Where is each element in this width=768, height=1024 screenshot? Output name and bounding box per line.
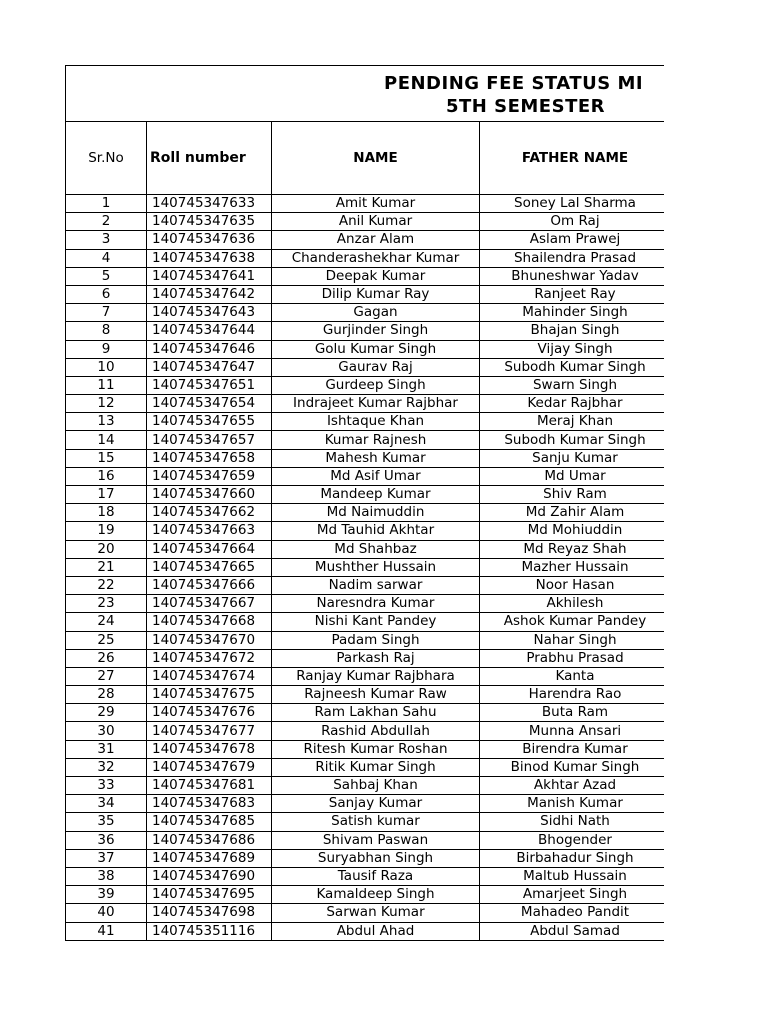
cell-roll: 140745347677 — [147, 722, 272, 740]
cell-name: Sarwan Kumar — [272, 904, 480, 922]
cell-sr: 6 — [66, 285, 147, 303]
cell-roll: 140745347663 — [147, 522, 272, 540]
cell-father: Mazher Hussain — [480, 558, 671, 576]
cell-father: Om Raj — [480, 213, 671, 231]
cell-sr: 22 — [66, 576, 147, 594]
cell-father: Ranjeet Ray — [480, 285, 671, 303]
cell-sr: 20 — [66, 540, 147, 558]
cell-sr: 21 — [66, 558, 147, 576]
cell-father: Birbahadur Singh — [480, 849, 671, 867]
cell-name: Ranjay Kumar Rajbhara — [272, 667, 480, 685]
cell-sr: 32 — [66, 758, 147, 776]
cell-name: Gaurav Raj — [272, 358, 480, 376]
cell-sr: 1 — [66, 195, 147, 213]
cell-sr: 38 — [66, 867, 147, 885]
page-title: PENDING FEE STATUS MI — [384, 73, 644, 94]
cell-father: Prabhu Prasad — [480, 649, 671, 667]
cell-father: Manish Kumar — [480, 795, 671, 813]
fee-status-sheet — [65, 65, 768, 941]
cell-roll: 140745347657 — [147, 431, 272, 449]
cell-sr: 2 — [66, 213, 147, 231]
table-row — [66, 813, 671, 831]
cell-sr: 40 — [66, 904, 147, 922]
cell-name: Nishi Kant Pandey — [272, 613, 480, 631]
cell-roll: 140745347683 — [147, 795, 272, 813]
cell-roll: 140745347668 — [147, 613, 272, 631]
cell-father: Buta Ram — [480, 704, 671, 722]
cell-sr: 18 — [66, 504, 147, 522]
table-row — [66, 740, 671, 758]
cell-name: Rajneesh Kumar Raw — [272, 686, 480, 704]
cell-sr: 8 — [66, 322, 147, 340]
table-row — [66, 540, 671, 558]
cell-name: Gurdeep Singh — [272, 376, 480, 394]
table-row — [66, 376, 671, 394]
cell-sr: 4 — [66, 249, 147, 267]
table-row — [66, 486, 671, 504]
cell-sr: 16 — [66, 467, 147, 485]
cell-name: Abdul Ahad — [272, 922, 480, 940]
cell-father: Maltub Hussain — [480, 867, 671, 885]
cell-roll: 140745347635 — [147, 213, 272, 231]
cell-sr: 31 — [66, 740, 147, 758]
cell-sr: 24 — [66, 613, 147, 631]
cell-roll: 140745347638 — [147, 249, 272, 267]
title-block — [66, 66, 768, 122]
cell-father: Binod Kumar Singh — [480, 758, 671, 776]
cell-sr: 3 — [66, 231, 147, 249]
table-row — [66, 886, 671, 904]
cell-father: Sidhi Nath — [480, 813, 671, 831]
cell-father: Amarjeet Singh — [480, 886, 671, 904]
cell-name: Golu Kumar Singh — [272, 340, 480, 358]
table-row — [66, 777, 671, 795]
cell-roll: 140745347664 — [147, 540, 272, 558]
cell-name: Md Tauhid Akhtar — [272, 522, 480, 540]
cell-roll: 140745347651 — [147, 376, 272, 394]
table-row — [66, 249, 671, 267]
cell-roll: 140745347659 — [147, 467, 272, 485]
cell-roll: 140745347674 — [147, 667, 272, 685]
cell-name: Satish kumar — [272, 813, 480, 831]
cell-father: Aslam Prawej — [480, 231, 671, 249]
cell-roll: 140745347685 — [147, 813, 272, 831]
cell-roll: 140745347689 — [147, 849, 272, 867]
cell-roll: 140745347641 — [147, 267, 272, 285]
cell-sr: 13 — [66, 413, 147, 431]
cell-father: Harendra Rao — [480, 686, 671, 704]
table-row — [66, 795, 671, 813]
cell-name: Md Naimuddin — [272, 504, 480, 522]
cell-sr: 9 — [66, 340, 147, 358]
cell-roll: 140745347655 — [147, 413, 272, 431]
cell-sr: 14 — [66, 431, 147, 449]
cell-father: Shiv Ram — [480, 486, 671, 504]
cell-roll: 140745347667 — [147, 595, 272, 613]
cell-sr: 27 — [66, 667, 147, 685]
cell-sr: 12 — [66, 395, 147, 413]
table-row — [66, 213, 671, 231]
cell-name: Anil Kumar — [272, 213, 480, 231]
cell-sr: 30 — [66, 722, 147, 740]
viewport-edge — [664, 0, 768, 1024]
cell-sr: 34 — [66, 795, 147, 813]
cell-father: Nahar Singh — [480, 631, 671, 649]
table-row — [66, 904, 671, 922]
col-header-father: FATHER NAME — [480, 122, 671, 195]
semester-subtitle: 5TH SEMESTER — [446, 96, 605, 117]
col-header-sr: Sr.No — [66, 122, 147, 195]
cell-name: Md Shahbaz — [272, 540, 480, 558]
cell-father: Kedar Rajbhar — [480, 395, 671, 413]
cell-father: Munna Ansari — [480, 722, 671, 740]
table-row — [66, 231, 671, 249]
cell-father: Md Reyaz Shah — [480, 540, 671, 558]
cell-father: Soney Lal Sharma — [480, 195, 671, 213]
cell-roll: 140745347666 — [147, 576, 272, 594]
cell-father: Md Umar — [480, 467, 671, 485]
cell-name: Ishtaque Khan — [272, 413, 480, 431]
cell-name: Padam Singh — [272, 631, 480, 649]
table-row — [66, 576, 671, 594]
cell-father: Akhtar Azad — [480, 777, 671, 795]
cell-roll: 140745347636 — [147, 231, 272, 249]
cell-roll: 140745347676 — [147, 704, 272, 722]
cell-roll: 140745347695 — [147, 886, 272, 904]
cell-sr: 29 — [66, 704, 147, 722]
cell-roll: 140745347672 — [147, 649, 272, 667]
table-row — [66, 595, 671, 613]
cell-father: Md Zahir Alam — [480, 504, 671, 522]
cell-roll: 140745347654 — [147, 395, 272, 413]
cell-roll: 140745347678 — [147, 740, 272, 758]
cell-roll: 140745347679 — [147, 758, 272, 776]
cell-father: Abdul Samad — [480, 922, 671, 940]
cell-name: Parkash Raj — [272, 649, 480, 667]
cell-name: Indrajeet Kumar Rajbhar — [272, 395, 480, 413]
table-row — [66, 849, 671, 867]
cell-name: Mandeep Kumar — [272, 486, 480, 504]
cell-sr: 11 — [66, 376, 147, 394]
cell-name: Naresndra Kumar — [272, 595, 480, 613]
table-row — [66, 467, 671, 485]
table-row — [66, 322, 671, 340]
cell-roll: 140745347686 — [147, 831, 272, 849]
cell-father: Bhajan Singh — [480, 322, 671, 340]
cell-roll: 140745347675 — [147, 686, 272, 704]
table-row — [66, 704, 671, 722]
cell-sr: 19 — [66, 522, 147, 540]
cell-name: Shivam Paswan — [272, 831, 480, 849]
cell-name: Chanderashekhar Kumar — [272, 249, 480, 267]
cell-name: Gurjinder Singh — [272, 322, 480, 340]
cell-name: Kumar Rajnesh — [272, 431, 480, 449]
cell-father: Subodh Kumar Singh — [480, 358, 671, 376]
table-row — [66, 649, 671, 667]
cell-sr: 41 — [66, 922, 147, 940]
cell-sr: 28 — [66, 686, 147, 704]
cell-sr: 35 — [66, 813, 147, 831]
cell-roll: 140745347642 — [147, 285, 272, 303]
cell-sr: 23 — [66, 595, 147, 613]
cell-roll: 140745347665 — [147, 558, 272, 576]
cell-father: Akhilesh — [480, 595, 671, 613]
cell-roll: 140745351116 — [147, 922, 272, 940]
cell-sr: 37 — [66, 849, 147, 867]
cell-roll: 140745347698 — [147, 904, 272, 922]
cell-father: Sanju Kumar — [480, 449, 671, 467]
cell-father: Swarn Singh — [480, 376, 671, 394]
cell-name: Anzar Alam — [272, 231, 480, 249]
cell-name: Dilip Kumar Ray — [272, 285, 480, 303]
cell-roll: 140745347647 — [147, 358, 272, 376]
table-row — [66, 522, 671, 540]
cell-roll: 140745347658 — [147, 449, 272, 467]
cell-sr: 25 — [66, 631, 147, 649]
cell-father: Birendra Kumar — [480, 740, 671, 758]
cell-name: Sahbaj Khan — [272, 777, 480, 795]
table-row — [66, 613, 671, 631]
table-body — [66, 195, 671, 941]
table-row — [66, 558, 671, 576]
table-row — [66, 722, 671, 740]
cell-name: Md Asif Umar — [272, 467, 480, 485]
cell-father: Shailendra Prasad — [480, 249, 671, 267]
cell-sr: 26 — [66, 649, 147, 667]
cell-father: Md Mohiuddin — [480, 522, 671, 540]
cell-sr: 5 — [66, 267, 147, 285]
cell-father: Kanta — [480, 667, 671, 685]
cell-father: Vijay Singh — [480, 340, 671, 358]
table-row — [66, 340, 671, 358]
student-table — [66, 122, 671, 941]
table-row — [66, 758, 671, 776]
cell-roll: 140745347643 — [147, 304, 272, 322]
cell-father: Ashok Kumar Pandey — [480, 613, 671, 631]
cell-roll: 140745347660 — [147, 486, 272, 504]
cell-name: Nadim sarwar — [272, 576, 480, 594]
cell-sr: 10 — [66, 358, 147, 376]
col-header-roll: Roll number — [147, 122, 272, 195]
cell-father: Mahadeo Pandit — [480, 904, 671, 922]
cell-roll: 140745347644 — [147, 322, 272, 340]
cell-sr: 36 — [66, 831, 147, 849]
table-row — [66, 285, 671, 303]
cell-father: Noor Hasan — [480, 576, 671, 594]
cell-roll: 140745347670 — [147, 631, 272, 649]
table-row — [66, 413, 671, 431]
table-row — [66, 395, 671, 413]
cell-name: Rashid Abdullah — [272, 722, 480, 740]
cell-name: Gagan — [272, 304, 480, 322]
table-row — [66, 431, 671, 449]
cell-sr: 33 — [66, 777, 147, 795]
cell-father: Bhuneshwar Yadav — [480, 267, 671, 285]
cell-father: Subodh Kumar Singh — [480, 431, 671, 449]
col-header-name: NAME — [272, 122, 480, 195]
cell-roll: 140745347681 — [147, 777, 272, 795]
cell-sr: 39 — [66, 886, 147, 904]
table-row — [66, 686, 671, 704]
table-row — [66, 667, 671, 685]
cell-name: Amit Kumar — [272, 195, 480, 213]
cell-name: Mahesh Kumar — [272, 449, 480, 467]
table-row — [66, 358, 671, 376]
table-row — [66, 631, 671, 649]
table-row — [66, 449, 671, 467]
table-row — [66, 267, 671, 285]
cell-sr: 17 — [66, 486, 147, 504]
cell-father: Mahinder Singh — [480, 304, 671, 322]
cell-father: Bhogender — [480, 831, 671, 849]
table-row — [66, 195, 671, 213]
table-row — [66, 867, 671, 885]
cell-name: Sanjay Kumar — [272, 795, 480, 813]
cell-name: Tausif Raza — [272, 867, 480, 885]
cell-name: Deepak Kumar — [272, 267, 480, 285]
cell-name: Ritesh Kumar Roshan — [272, 740, 480, 758]
table-header-row — [66, 122, 671, 195]
cell-name: Ritik Kumar Singh — [272, 758, 480, 776]
cell-sr: 15 — [66, 449, 147, 467]
table-row — [66, 504, 671, 522]
table-row — [66, 831, 671, 849]
table-row — [66, 304, 671, 322]
cell-name: Mushther Hussain — [272, 558, 480, 576]
cell-sr: 7 — [66, 304, 147, 322]
cell-roll: 140745347646 — [147, 340, 272, 358]
cell-name: Suryabhan Singh — [272, 849, 480, 867]
cell-father: Meraj Khan — [480, 413, 671, 431]
cell-roll: 140745347690 — [147, 867, 272, 885]
cell-roll: 140745347662 — [147, 504, 272, 522]
cell-roll: 140745347633 — [147, 195, 272, 213]
table-row — [66, 922, 671, 940]
cell-name: Ram Lakhan Sahu — [272, 704, 480, 722]
cell-name: Kamaldeep Singh — [272, 886, 480, 904]
